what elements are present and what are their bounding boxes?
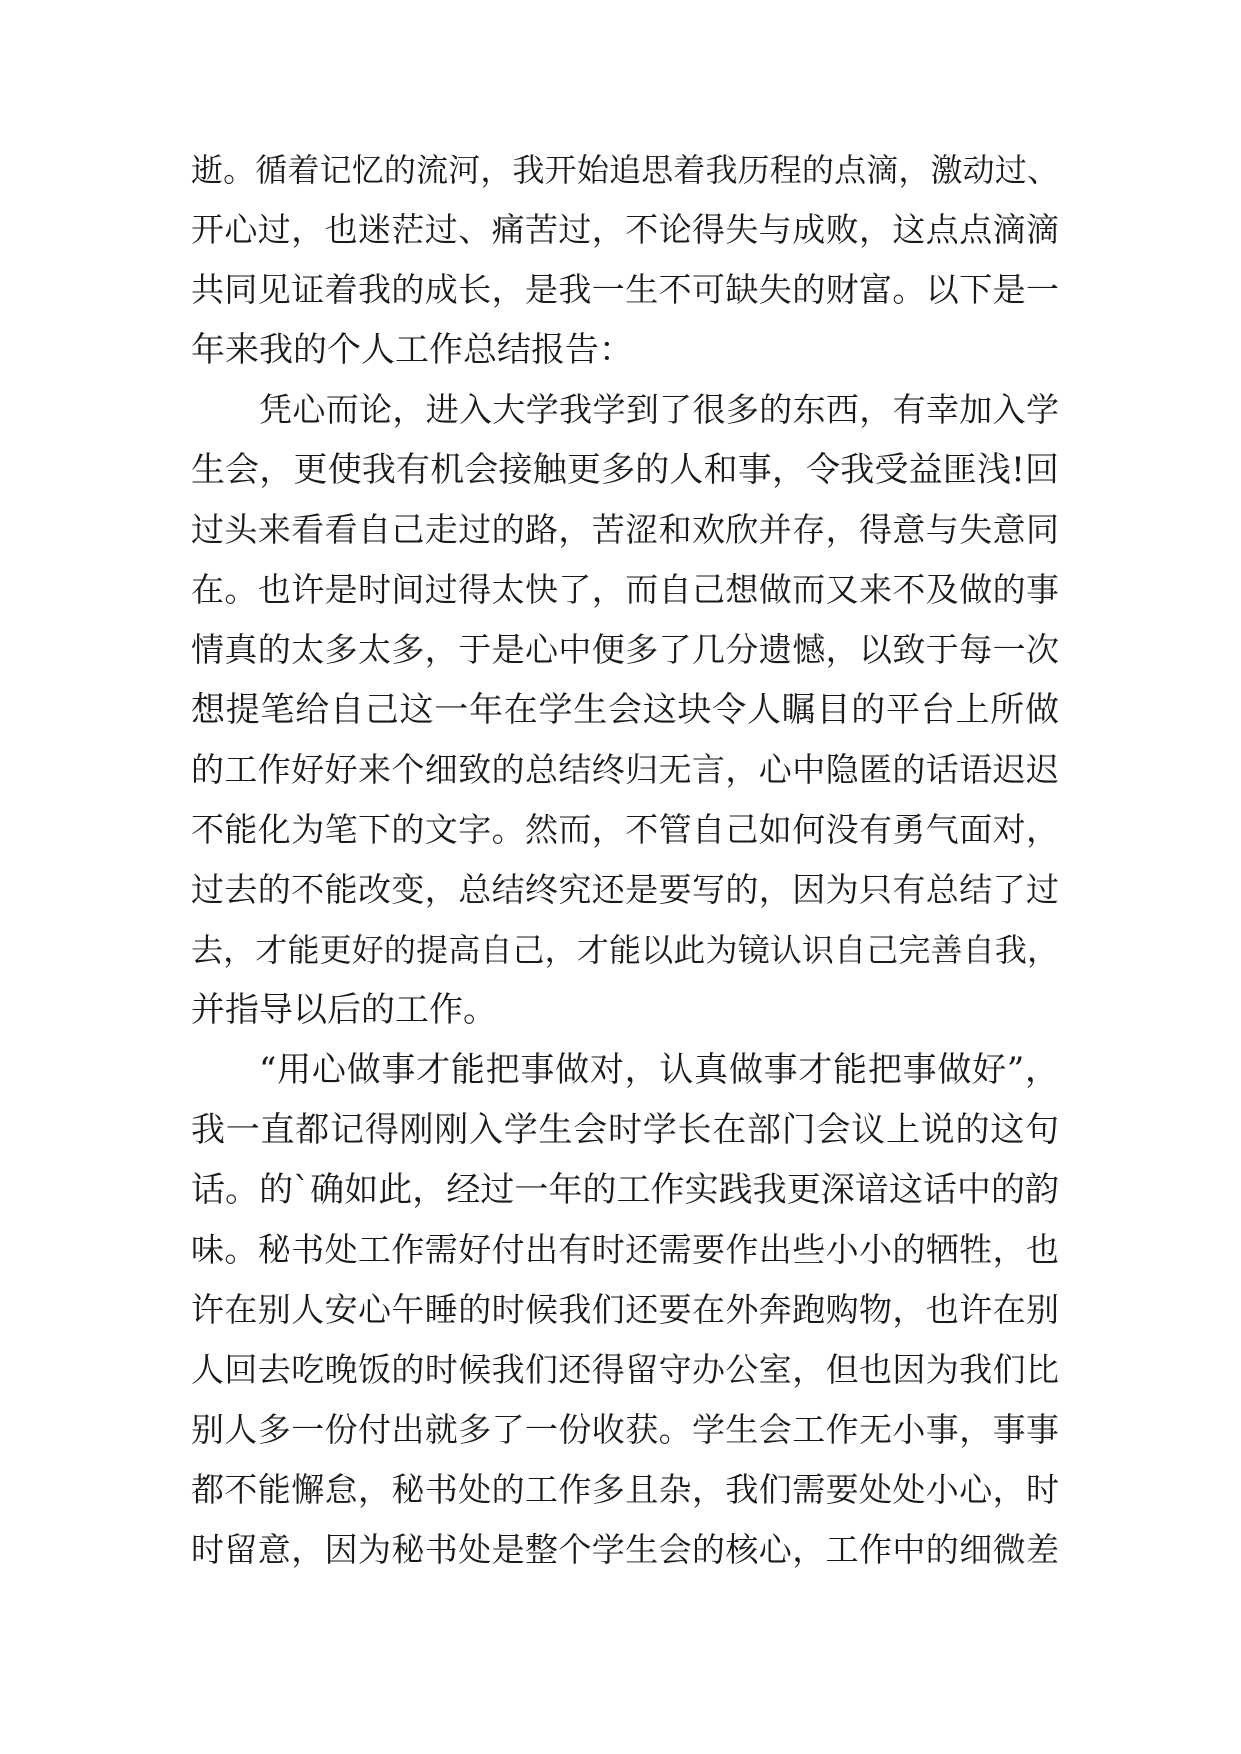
paragraph-2 bbox=[191, 380, 1059, 1040]
text-line: 情真的太多太多，于是心中便多了几分遗憾，以致于每一次 bbox=[191, 630, 1059, 669]
text-line: 生会，更使我有机会接触更多的人和事，令我受益匪浅!回 bbox=[191, 450, 1059, 490]
document-body bbox=[191, 140, 1059, 1580]
text-line: 人回去吃晚饭的时候我们还得留守办公室，但也因为我们比 bbox=[191, 1350, 1059, 1389]
text-line: 年来我的个人工作总结报告： bbox=[191, 330, 633, 370]
text-line: 过头来看看自己走过的路，苦涩和欢欣并存，得意与失意同 bbox=[191, 510, 1059, 549]
paragraph-3 bbox=[191, 1040, 1059, 1580]
text-line: “用心做事才能把事做对，认真做事才能把事做好”， bbox=[259, 1050, 1059, 1090]
text-line: 别人多一份付出就多了一份收获。学生会工作无小事，事事 bbox=[191, 1410, 1059, 1449]
text-line: 开心过，也迷茫过、痛苦过，不论得失与成败，这点点滴滴 bbox=[191, 210, 1059, 249]
text-line: 我一直都记得刚刚入学生会时学长在部门会议上说的这句 bbox=[191, 1110, 1059, 1150]
text-line: 话。的`确如此，经过一年的工作实践我更深谙这话中的韵 bbox=[191, 1170, 1059, 1210]
text-line: 的工作好好来个细致的总结终归无言，心中隐匿的话语迟迟 bbox=[191, 750, 1059, 789]
text-line: 味。秘书处工作需好付出有时还需要作出些小小的牺牲，也 bbox=[191, 1230, 1059, 1269]
text-line: 去，才能更好的提高自己，才能以此为镜认识自己完善自我， bbox=[191, 931, 1059, 969]
text-line: 并指导以后的工作。 bbox=[191, 990, 497, 1030]
text-line: 时留意，因为秘书处是整个学生会的核心，工作中的细微差 bbox=[191, 1530, 1059, 1569]
paragraph-1 bbox=[191, 140, 1059, 380]
text-line: 过去的不能改变，总结终究还是要写的，因为只有总结了过 bbox=[191, 870, 1059, 909]
text-line: 想提笔给自己这一年在学生会这块令人瞩目的平台上所做 bbox=[191, 690, 1059, 730]
text-line: 都不能懈怠，秘书处的工作多且杂，我们需要处处小心，时 bbox=[191, 1470, 1059, 1509]
text-line: 凭心而论，进入大学我学到了很多的东西，有幸加入学 bbox=[259, 390, 1059, 429]
text-line: 在。也许是时间过得太快了，而自己想做而又来不及做的事 bbox=[191, 570, 1059, 609]
text-line: 共同见证着我的成长，是我一生不可缺失的财富。以下是一 bbox=[191, 270, 1059, 309]
text-line: 许在别人安心午睡的时候我们还要在外奔跑购物，也许在别 bbox=[191, 1290, 1059, 1329]
text-line: 不能化为笔下的文字。然而，不管自己如何没有勇气面对， bbox=[191, 810, 1059, 849]
text-line: 逝。循着记忆的流河，我开始追思着我历程的点滴，激动过、 bbox=[191, 151, 1059, 189]
